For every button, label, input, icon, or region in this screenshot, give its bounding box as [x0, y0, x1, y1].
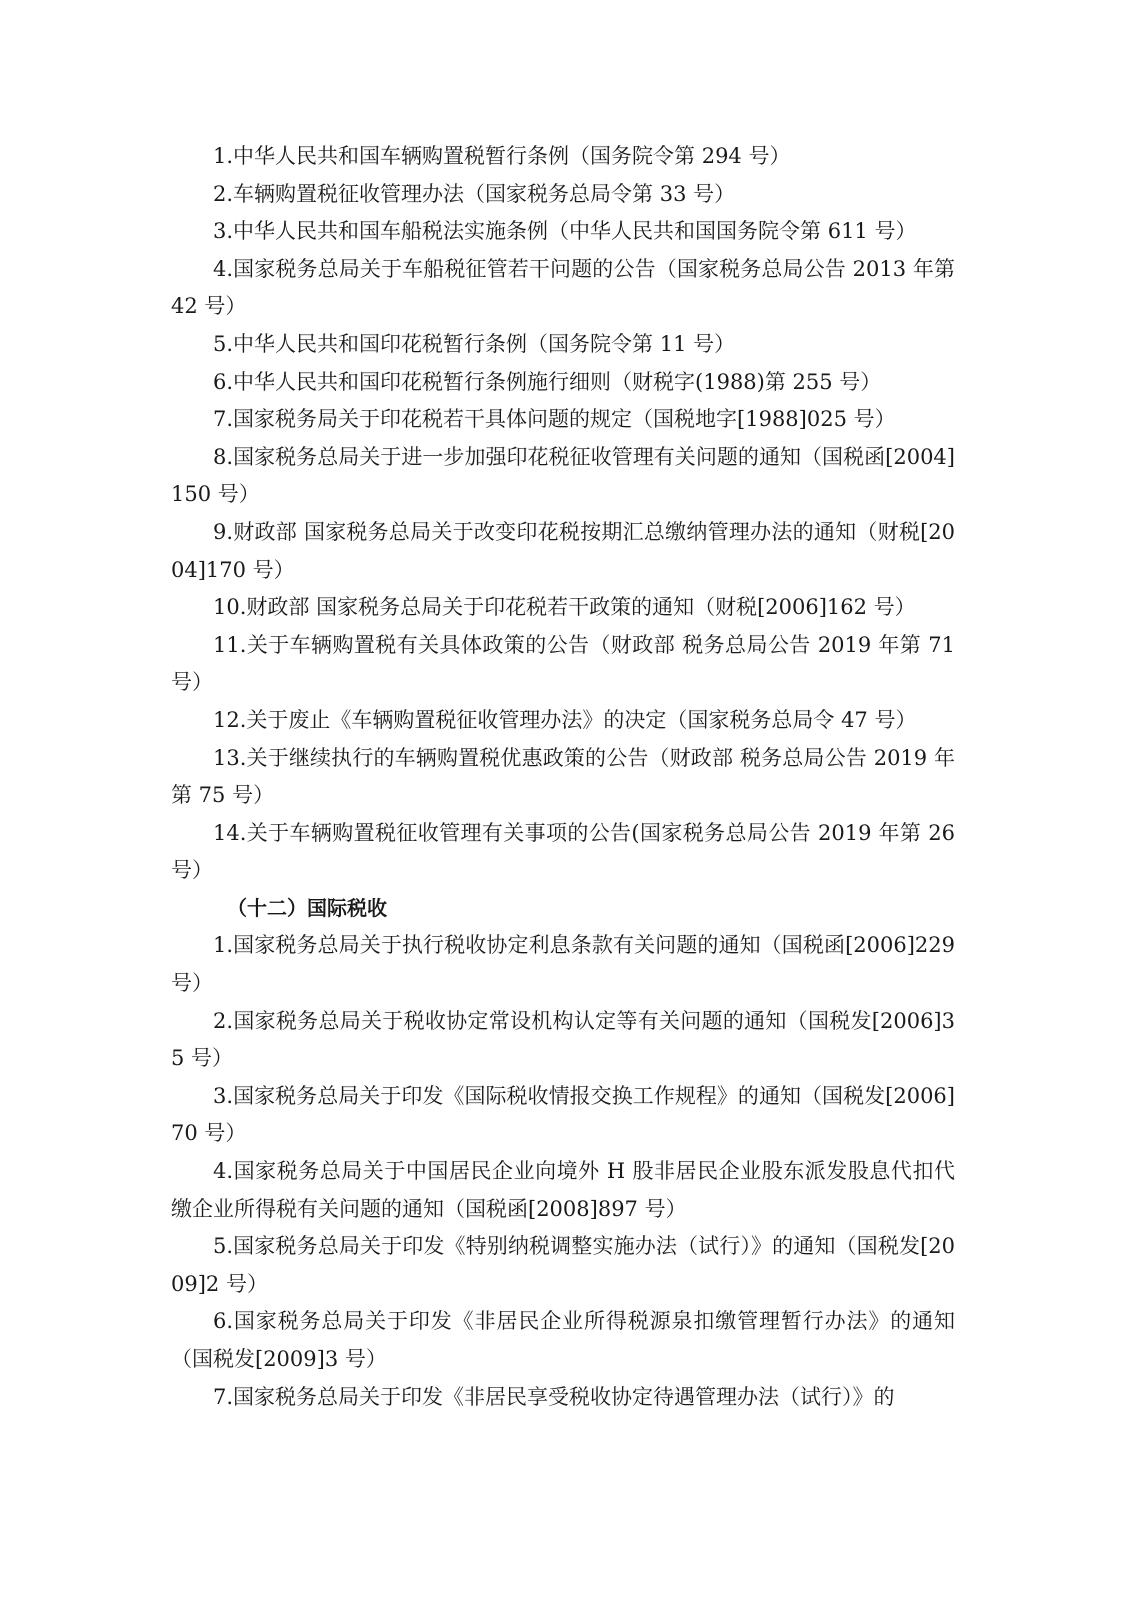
list-item: 2.车辆购置税征收管理办法（国家税务总局令第 33 号）	[213, 181, 736, 206]
list-item: 3.国家税务总局关于印发《国际税收情报交换工作规程》的通知（国税发[2006]70 号）	[171, 1083, 955, 1146]
list-item: 8.国家税务总局关于进一步加强印花税征收管理有关问题的通知（国税函[2004]150 号）	[171, 444, 955, 507]
list-item: 3.中华人民共和国车船税法实施条例（中华人民共和国国务院令第 611 号）	[213, 219, 917, 244]
list-item: 4.国家税务总局关于车船税征管若干问题的公告（国家税务总局公告 2013 年第 42 号）	[171, 256, 955, 319]
list-item: 1.中华人民共和国车辆购置税暂行条例（国务院令第 294 号）	[213, 144, 791, 168]
regulation-list	[171, 138, 955, 1416]
list-item: 1.国家税务总局关于执行税收协定利息条款有关问题的通知（国税函[2006]229 号）	[171, 933, 955, 996]
list-item: 7.国家税务局关于印花税若干具体问题的规定（国税地字[1988]025 号）	[213, 407, 896, 432]
list-item: 14.关于车辆购置税征收管理有关事项的公告(国家税务总局公告 2019 年第 26 号）	[171, 820, 955, 883]
list-item: 11.关于车辆购置税有关具体政策的公告（财政部 税务总局公告 2019 年第 71 号）	[171, 632, 955, 695]
list-item: 4.国家税务总局关于中国居民企业向境外 H 股非居民企业股东派发股息代扣代缴企业所得税有关问题的通知（国税函[2008]897 号）	[171, 1159, 955, 1221]
list-item: 10.财政部 国家税务总局关于印花税若干政策的通知（财税[2006]162 号）	[213, 595, 916, 620]
list-item: 12.关于废止《车辆购置税征收管理办法》的决定（国家税务总局令 47 号）	[213, 707, 917, 732]
list-item: 2.国家税务总局关于税收协定常设机构认定等有关问题的通知（国税发[2006]35 号）	[171, 1008, 955, 1071]
list-item: 6.国家税务总局关于印发《非居民企业所得税源泉扣缴管理暂行办法》的通知（国税发[2009]3 号）	[171, 1309, 955, 1371]
list-item: 5.国家税务总局关于印发《特别纳税调整实施办法（试行）》的通知（国税发[2009]2 号）	[171, 1234, 955, 1296]
list-item: 13.关于继续执行的车辆购置税优惠政策的公告（财政部 税务总局公告 2019 年第 75 号）	[171, 745, 955, 808]
list-item: 6.中华人民共和国印花税暂行条例施行细则（财税字(1988)第 255 号）	[213, 369, 882, 394]
section-heading: （十二）国际税收	[227, 895, 387, 920]
list-item: 7.国家税务总局关于印发《非居民享受税收协定待遇管理办法（试行）》的	[213, 1384, 895, 1409]
list-item: 5.中华人民共和国印花税暂行条例（国务院令第 11 号）	[213, 331, 736, 356]
list-item: 9.财政部 国家税务总局关于改变印花税按期汇总缴纳管理办法的通知（财税[2004]170 号）	[171, 519, 955, 582]
